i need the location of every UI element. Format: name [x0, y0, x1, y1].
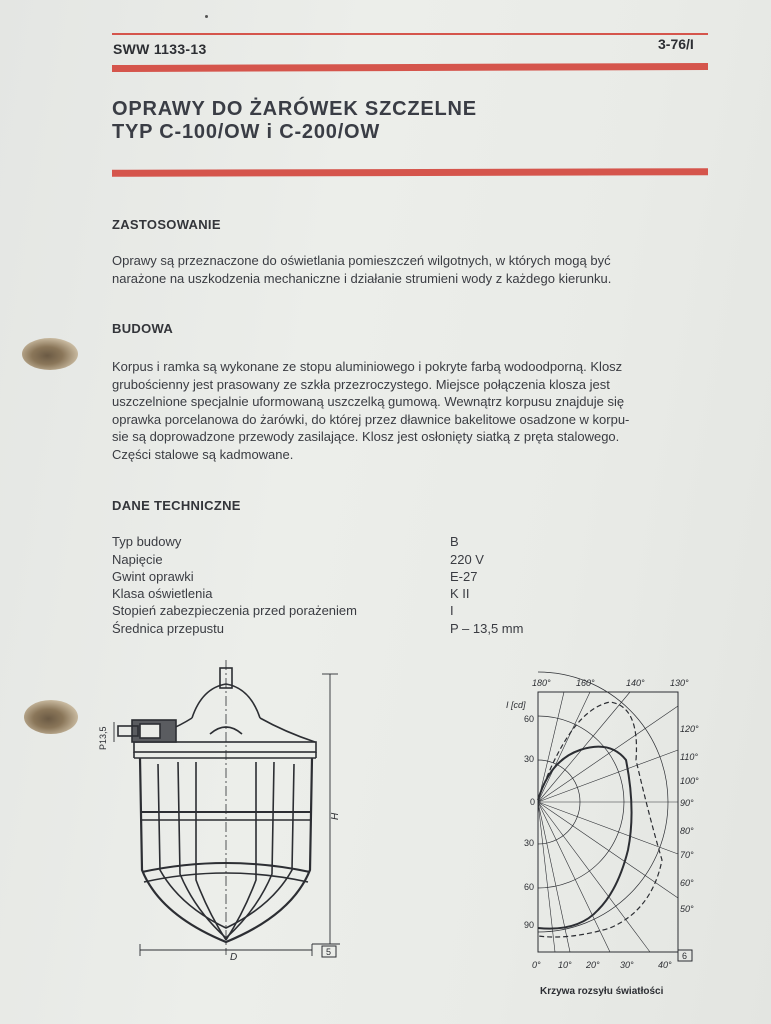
spec-label: Klasa oświetlenia: [112, 586, 213, 601]
page-number: 3-76/I: [658, 36, 694, 52]
section-heading-budowa: BUDOWA: [112, 321, 174, 336]
spec-value: B: [450, 534, 459, 549]
angle-label: 120°: [680, 724, 699, 734]
punch-hole-bottom: [24, 700, 78, 734]
text-line: grubościenny jest prasowany ze szkła przezroczystego. Miejsce połączenia klosza jest: [112, 376, 610, 392]
paragraph-budowa: [112, 358, 708, 463]
tick-label: 60: [524, 882, 535, 892]
ink-speck: [205, 15, 208, 18]
chart-caption: Krzywa rozsyłu światłości: [540, 986, 664, 997]
spec-value: I: [450, 603, 454, 618]
tick-label: 30: [524, 754, 535, 764]
luminaire-drawing: [100, 660, 350, 970]
text-line: Części stalowe są kadmowane.: [112, 446, 294, 462]
chart-ylabel: I [cd]: [506, 700, 526, 710]
angle-label: 110°: [680, 752, 698, 762]
angle-label: 50°: [680, 904, 694, 914]
angle-label: 30°: [620, 960, 634, 970]
spec-value: E-27: [450, 569, 478, 584]
spec-value: K II: [450, 586, 470, 601]
angle-label: 0°: [532, 960, 541, 970]
paragraph-zastosowanie: [112, 252, 708, 287]
text-line: sie są doprowadzone przewody zasilające. Klosz jest osłonięty siatką z pręta stalowego.: [112, 429, 620, 444]
angle-label: 180°: [532, 678, 551, 688]
tick-label: 0: [530, 797, 536, 807]
text-line: narażone na uszkodzenia mechaniczne i działanie strumieni wody z każdego kierunku.: [112, 270, 612, 286]
tick-label: 30: [524, 838, 535, 848]
angle-label: 40°: [658, 960, 672, 970]
spec-label: Gwint oprawki: [112, 569, 194, 584]
spec-value: P – 13,5 mm: [450, 621, 524, 636]
angle-label: 20°: [586, 960, 600, 970]
dim-h-label: H: [330, 812, 341, 820]
text-line: Oprawy są przeznaczone do oświetlania pomieszczeń wilgotnych, w których mogą być: [112, 253, 611, 268]
angle-label: 100°: [680, 776, 699, 786]
angle-label: 160°: [576, 678, 595, 688]
text-line: oprawka porcelanowa do żarówki, do której przez dławnice bakelitowe osadzone w korpu-: [112, 411, 630, 427]
tick-label: 90: [524, 920, 535, 930]
dim-d-label: D: [230, 952, 238, 963]
polar-distribution-chart: [500, 670, 710, 980]
punch-hole-top: [22, 338, 78, 370]
section-heading-zastosowanie: ZASTOSOWANIE: [112, 217, 221, 232]
text-line: Korpus i ramka są wykonane ze stopu aluminiowego i pokryte farbą wodoodporną. Klosz: [112, 359, 623, 374]
chart-box-label: 6: [682, 951, 688, 961]
spec-label: Napięcie: [112, 552, 163, 567]
text-line: uszczelnione specjalnie uformowaną uszczelką gumową. Wewnątrz korpusu znajduje się: [112, 394, 625, 409]
spec-label: Typ budowy: [112, 534, 182, 549]
dim-p-label: P13,5: [98, 726, 108, 750]
document-code: SWW 1133-13: [113, 41, 207, 57]
angle-label: 10°: [558, 960, 572, 970]
drawing-box-label: 5: [326, 947, 332, 957]
angle-label: 80°: [680, 826, 694, 836]
angle-label: 70°: [680, 850, 694, 860]
title-line-1: OPRAWY DO ŻARÓWEK SZCZELNE: [112, 98, 477, 120]
angle-label: 60°: [680, 878, 694, 888]
angle-label: 140°: [626, 678, 645, 688]
angle-label: 90°: [680, 798, 694, 808]
spec-label: Stopień zabezpieczenia przed porażeniem: [112, 603, 357, 618]
section-heading-dane: DANE TECHNICZNE: [112, 498, 241, 513]
document-title: [112, 98, 477, 144]
spec-value: 220 V: [450, 552, 484, 567]
angle-label: 130°: [670, 678, 689, 688]
spec-label: Średnica przepustu: [112, 621, 225, 636]
top-thin-rule: [112, 33, 708, 35]
tick-label: 60: [524, 714, 535, 724]
title-line-2: TYP C-100/OW i C-200/OW: [112, 121, 381, 143]
